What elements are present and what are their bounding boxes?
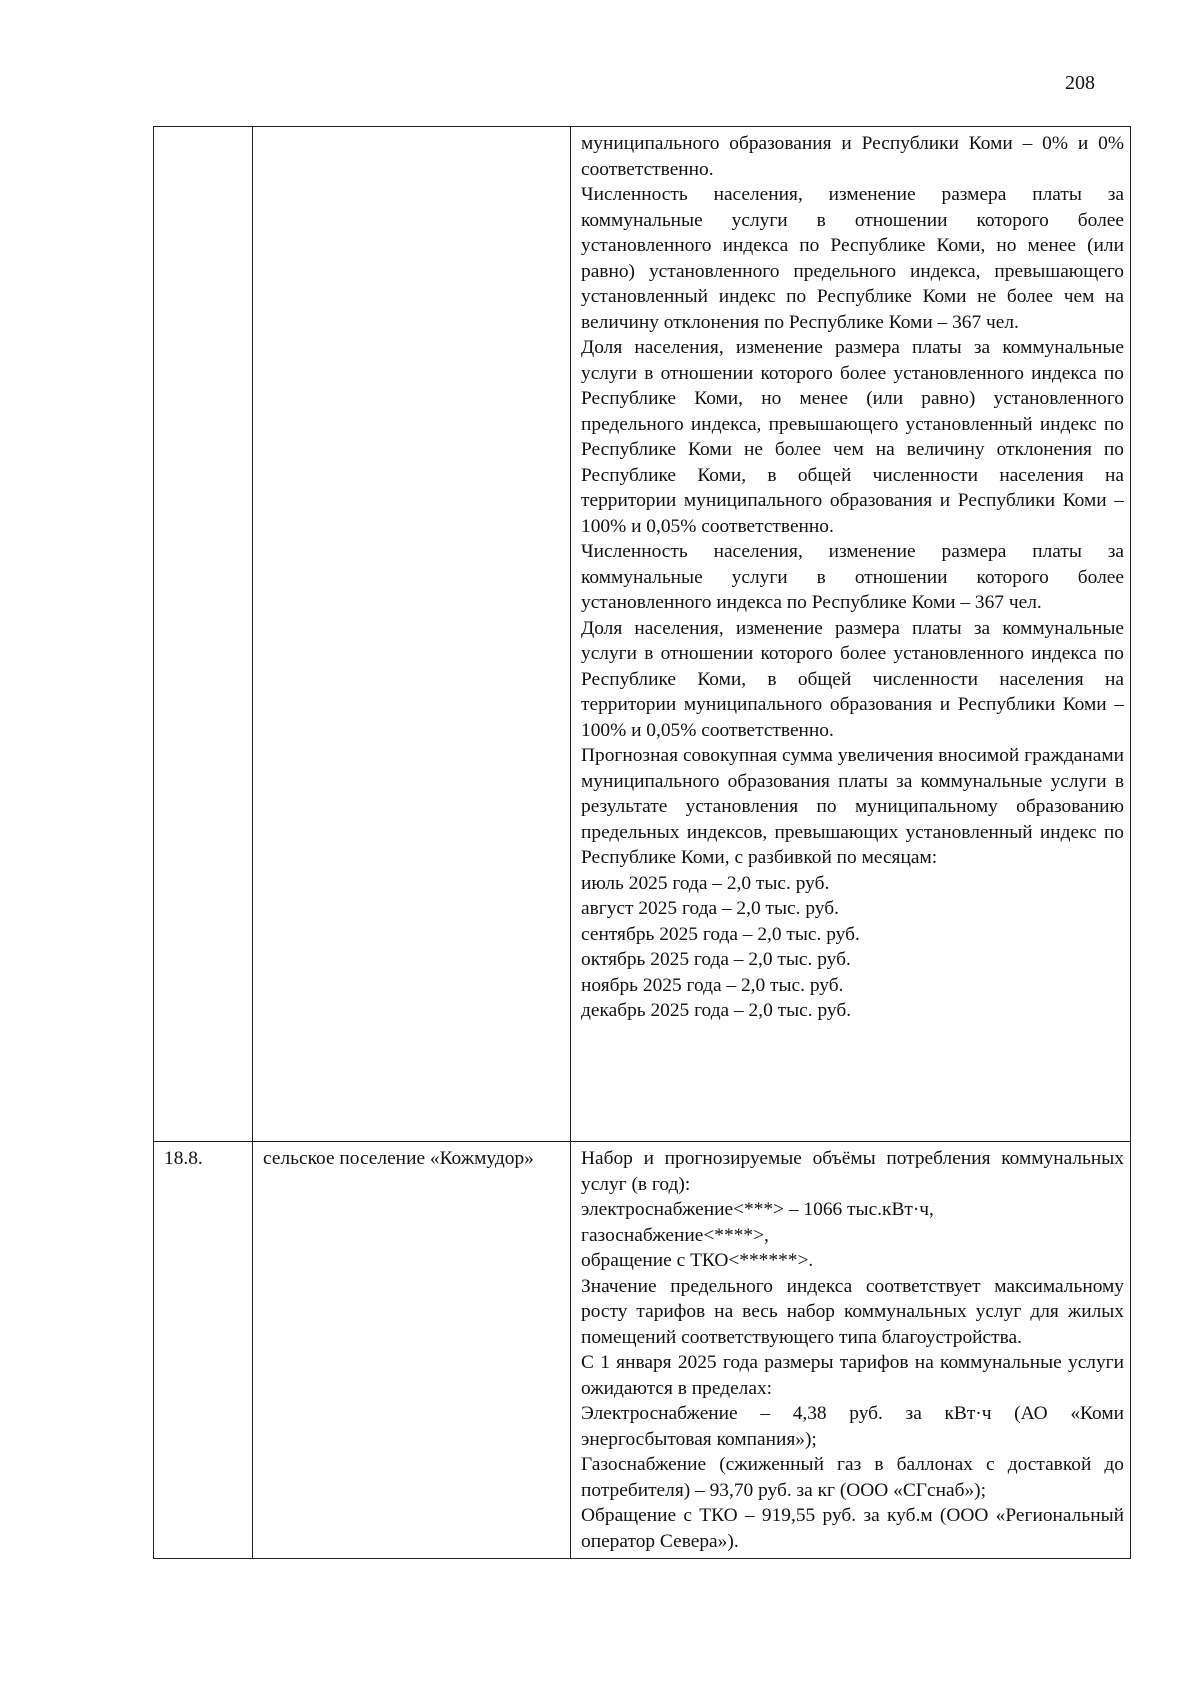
- description-cell: [571, 127, 1131, 1142]
- paragraph: Электроснабжение – 4,38 руб. за кВт·ч (АО «Коми энергосбытовая компания»);: [581, 1403, 1124, 1450]
- paragraph: С 1 января 2025 года размеры тарифов на коммунальные услуги ожидаются в пределах:: [581, 1352, 1124, 1399]
- month-line: июль 2025 года – 2,0 тыс. руб.: [581, 872, 830, 894]
- service-line: электроснабжение<***> – 1066 тыс.кВт·ч,: [581, 1199, 934, 1220]
- row-number-cell: [154, 127, 253, 1142]
- page-number: 208: [1065, 72, 1095, 94]
- month-line: август 2025 года – 2,0 тыс. руб.: [581, 898, 839, 919]
- table-row: [154, 1142, 1131, 1559]
- paragraph: Обращение с ТКО – 919,55 руб. за куб.м (ООО «Региональный оператор Севера»).: [581, 1505, 1124, 1552]
- row-number-cell: 18.8.: [154, 1142, 253, 1559]
- paragraph: Численность населения, изменение размера платы за коммунальные услуги в отношении которого более установленного индекса по Республике Коми, но менее (или равно) установленного предельного индекса, превышающего установленный индекс по Республике Коми не более чем на величину отклонения по Республике Коми – 367 чел.: [581, 184, 1124, 333]
- month-line: ноябрь 2025 года – 2,0 тыс. руб.: [581, 974, 844, 996]
- month-line: декабрь 2025 года – 2,0 тыс. руб.: [581, 1000, 852, 1021]
- paragraph: Прогнозная совокупная сумма увеличения вносимой гражданами муниципального образования платы за коммунальные услуги в результате установления по муниципальному образованию предельных индексов, превышающих установленный индекс по Республике Коми, с разбивкой по месяцам:: [581, 745, 1124, 868]
- service-line: обращение с ТКО<******>.: [581, 1250, 814, 1271]
- document-table: [153, 126, 1131, 1559]
- paragraph: Газоснабжение (сжиженный газ в баллонах с доставкой до потребителя) – 93,70 руб. за кг (ООО «СГснаб»);: [581, 1454, 1124, 1501]
- table-row: [154, 127, 1131, 1142]
- paragraph: Доля населения, изменение размера платы за коммунальные услуги в отношении которого более установленного индекса по Республике Коми, в общей численности населения на территории муниципального образования и Республики Коми – 100% и 0,05% соответственно.: [581, 617, 1124, 741]
- service-line: газоснабжение<****>,: [581, 1224, 769, 1246]
- municipality-name-cell: сельское поселение «Кожмудор»: [253, 1142, 571, 1559]
- month-line: октябрь 2025 года – 2,0 тыс. руб.: [581, 949, 851, 970]
- paragraph: Значение предельного индекса соответствует максимальному росту тарифов на весь набор коммунальных услуг для жилых помещений соответствующего типа благоустройства.: [581, 1275, 1124, 1348]
- paragraph: Набор и прогнозируемые объёмы потребления коммунальных услуг (в год):: [581, 1148, 1124, 1195]
- paragraph: Доля населения, изменение размера платы за коммунальные услуги в отношении которого более установленного индекса по Республике Коми, но менее (или равно) установленного предельного индекса, превышающего установленный индекс по Республике Коми не более чем на величину отклонения по Республике Коми, в общей численности населения на территории муниципального образования и Республики Коми – 100% и 0,05% соответственно.: [581, 337, 1124, 537]
- description-cell: [571, 1142, 1131, 1559]
- municipality-name-cell: [253, 127, 571, 1142]
- paragraph: муниципального образования и Республики Коми – 0% и 0% соответственно.: [581, 133, 1124, 180]
- paragraph: Численность населения, изменение размера платы за коммунальные услуги в отношении которого более установленного индекса по Республике Коми – 367 чел.: [581, 541, 1124, 613]
- month-line: сентябрь 2025 года – 2,0 тыс. руб.: [581, 923, 860, 945]
